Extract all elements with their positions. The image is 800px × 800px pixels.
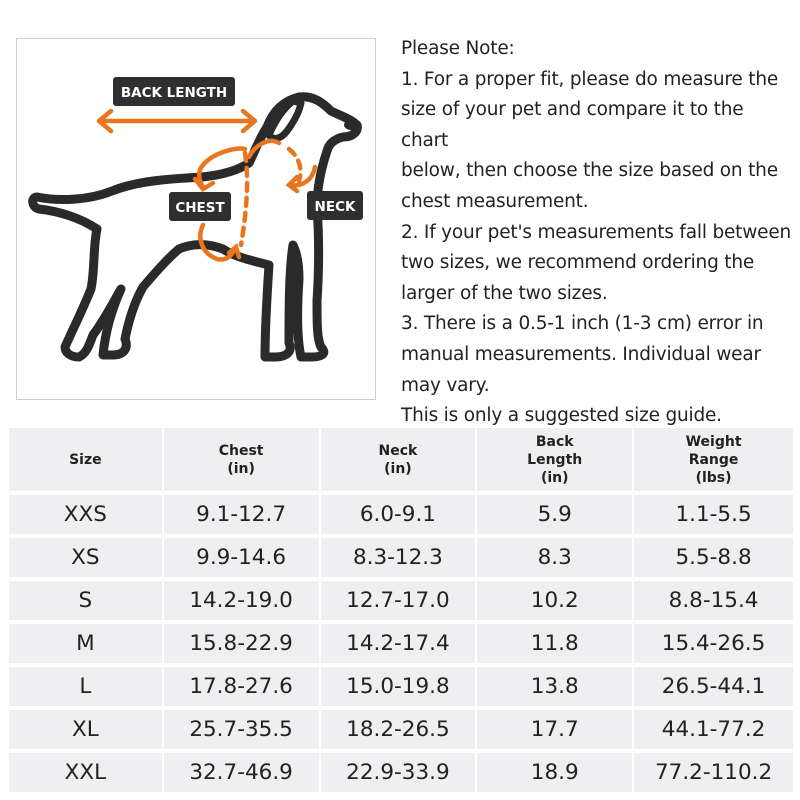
cell-chest: 14.2-19.0 xyxy=(162,581,319,620)
dog-illustration xyxy=(17,39,377,401)
cell-chest: 32.7-46.9 xyxy=(162,753,319,792)
cell-neck: 6.0-9.1 xyxy=(319,495,476,534)
note-line: may vary. xyxy=(401,374,490,396)
cell-back-length: 5.9 xyxy=(475,495,632,534)
note-line: 2. If your pet's measurements fall between xyxy=(401,221,792,243)
cell-chest: 9.1-12.7 xyxy=(162,495,319,534)
table-row xyxy=(9,624,793,663)
cell-weight: 5.5-8.8 xyxy=(632,538,793,577)
header-neck: Neck (in) xyxy=(319,428,476,491)
cell-size: XS xyxy=(9,538,162,577)
note-line: This is only a suggested size guide. xyxy=(401,405,722,427)
note-line: below, then choose the size based on the xyxy=(401,160,778,182)
cell-back-length: 13.8 xyxy=(475,667,632,706)
cell-back-length: 17.7 xyxy=(475,710,632,749)
cell-weight: 1.1-5.5 xyxy=(632,495,793,534)
cell-back-length: 11.8 xyxy=(475,624,632,663)
table-row xyxy=(9,538,793,577)
size-chart-table xyxy=(9,424,793,796)
cell-weight: 8.8-15.4 xyxy=(632,581,793,620)
cell-weight: 44.1-77.2 xyxy=(632,710,793,749)
note-line: two sizes, we recommend ordering the xyxy=(401,252,755,274)
cell-neck: 14.2-17.4 xyxy=(319,624,476,663)
cell-size: XL xyxy=(9,710,162,749)
cell-neck: 12.7-17.0 xyxy=(319,581,476,620)
cell-size: S xyxy=(9,581,162,620)
header-back-length: Back Length (in) xyxy=(475,428,632,491)
back-length-arrow-icon xyxy=(99,111,255,131)
cell-size: L xyxy=(9,667,162,706)
cell-back-length: 8.3 xyxy=(475,538,632,577)
cell-neck: 18.2-26.5 xyxy=(319,710,476,749)
table-row xyxy=(9,710,793,749)
table-row xyxy=(9,753,793,792)
svg-text:BACK LENGTH: BACK LENGTH xyxy=(120,85,228,101)
header-weight-range: Weight Range (lbs) xyxy=(632,428,793,491)
header-size: Size xyxy=(9,428,162,491)
note-line: chest measurement. xyxy=(401,190,589,212)
cell-neck: 8.3-12.3 xyxy=(319,538,476,577)
note-line: 3. There is a 0.5-1 inch (1-3 cm) error in xyxy=(401,313,764,335)
chest-label xyxy=(169,192,231,221)
note-line: 1. For a proper fit, please do measure the xyxy=(401,68,779,90)
table-header-row xyxy=(9,428,793,491)
cell-weight: 15.4-26.5 xyxy=(632,624,793,663)
cell-size: XXL xyxy=(9,753,162,792)
cell-size: M xyxy=(9,624,162,663)
table-row xyxy=(9,495,793,534)
dog-nose-icon xyxy=(344,120,358,130)
cell-neck: 15.0-19.8 xyxy=(319,667,476,706)
header-chest: Chest (in) xyxy=(162,428,319,491)
svg-text:CHEST: CHEST xyxy=(175,200,225,216)
dog-measurement-diagram xyxy=(16,38,376,400)
cell-chest: 9.9-14.6 xyxy=(162,538,319,577)
table-row xyxy=(9,667,793,706)
cell-neck: 22.9-33.9 xyxy=(319,753,476,792)
table-row xyxy=(9,581,793,620)
cell-weight: 26.5-44.1 xyxy=(632,667,793,706)
note-line: manual measurements. Individual wear xyxy=(401,343,761,365)
cell-chest: 25.7-35.5 xyxy=(162,710,319,749)
svg-text:NECK: NECK xyxy=(314,199,356,215)
cell-chest: 17.8-27.6 xyxy=(162,667,319,706)
back-length-label xyxy=(113,77,235,106)
note-line: larger of the two sizes. xyxy=(401,282,608,304)
neck-label xyxy=(307,191,363,220)
cell-weight: 77.2-110.2 xyxy=(632,753,793,792)
cell-size: XXS xyxy=(9,495,162,534)
cell-back-length: 10.2 xyxy=(475,581,632,620)
cell-chest: 15.8-22.9 xyxy=(162,624,319,663)
dog-outline-icon xyxy=(33,97,358,357)
please-note-text xyxy=(401,34,793,432)
note-line: Please Note: xyxy=(401,38,515,59)
note-line: size of your pet and compare it to the chart xyxy=(401,99,744,151)
cell-back-length: 18.9 xyxy=(475,753,632,792)
